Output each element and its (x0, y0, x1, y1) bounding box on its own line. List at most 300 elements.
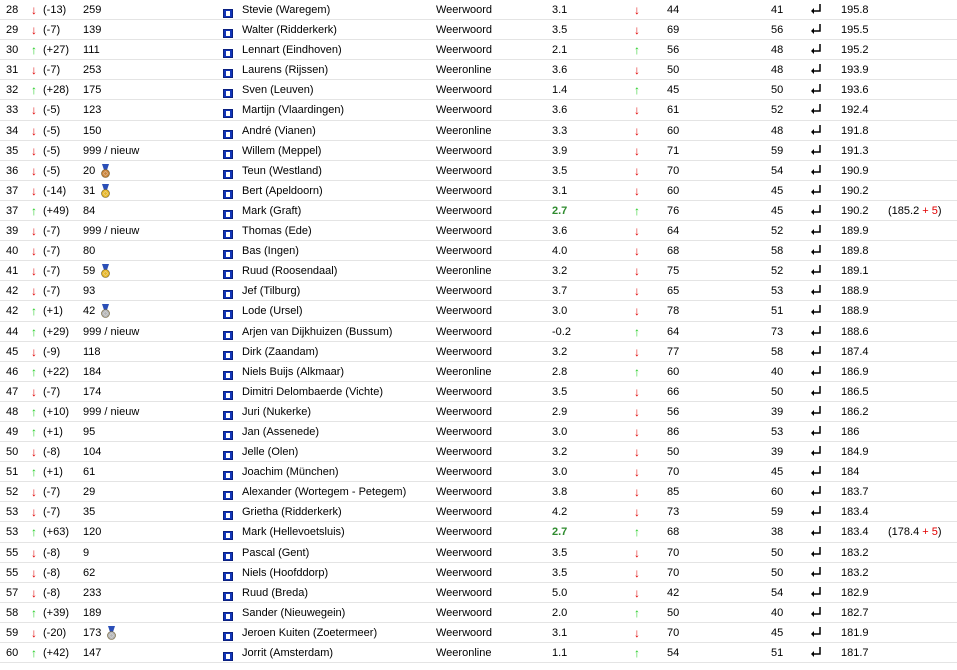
rank-change: (+1) (43, 305, 63, 318)
stat-2: 48 (771, 124, 784, 137)
direction-arrow-icon: ↓ (634, 23, 640, 38)
stat-1: 61 (667, 104, 680, 117)
rank-change: (-5) (43, 104, 61, 117)
player-name[interactable]: Ruud (Roosendaal) (242, 265, 338, 278)
forecast-value: 3.5 (552, 385, 568, 398)
previous-rank: 189 (83, 606, 102, 619)
forecast-value: 3.9 (552, 144, 568, 157)
forecast-value: 4.2 (552, 506, 568, 519)
previous-rank: 29 (83, 486, 96, 499)
table-row (0, 0, 957, 20)
rank: 30 (6, 44, 19, 57)
forecast-source: Weeronline (436, 265, 492, 278)
stat-2: 59 (771, 144, 784, 157)
direction-arrow-icon: ↓ (634, 143, 640, 158)
player-name[interactable]: Mark (Graft) (242, 204, 302, 217)
total-score: 188.9 (841, 305, 869, 318)
stat-1: 56 (667, 405, 680, 418)
player-name[interactable]: Martijn (Vlaardingen) (242, 104, 345, 117)
trend-arrow-icon: ↓ (31, 264, 37, 279)
rank: 37 (6, 184, 19, 197)
trend-arrow-icon: ↓ (31, 625, 37, 640)
trend-arrow-icon: ↓ (31, 585, 37, 600)
table-row (0, 20, 957, 40)
player-name[interactable]: Lennart (Eindhoven) (242, 44, 342, 57)
forecast-value: 4.0 (552, 245, 568, 258)
table-row (0, 301, 957, 321)
previous-rank: 95 (83, 425, 96, 438)
table-row (0, 643, 957, 663)
previous-rank: 184 (83, 365, 102, 378)
stat-2: 54 (771, 164, 784, 177)
trend-arrow-icon: ↓ (31, 103, 37, 118)
forecast-source: Weerwoord (436, 626, 493, 639)
table-row (0, 221, 957, 241)
total-score: 187.4 (841, 345, 869, 358)
table-row (0, 623, 957, 643)
player-name[interactable]: André (Vianen) (242, 124, 316, 137)
forecast-source: Weerwoord (436, 526, 493, 539)
forecast-source: Weerwoord (436, 466, 493, 479)
trend-arrow-icon: ↓ (31, 163, 37, 178)
forecast-value: 3.0 (552, 466, 568, 479)
stat-1: 54 (667, 647, 680, 659)
rank: 47 (6, 385, 19, 398)
previous-rank: 233 (83, 586, 102, 599)
table-row (0, 603, 957, 623)
total-score: 195.8 (841, 4, 869, 16)
direction-arrow-icon: ↓ (634, 244, 640, 259)
stat-2: 40 (771, 606, 784, 619)
rank-change: (-8) (43, 586, 61, 599)
forecast-source: Weeronline (436, 365, 492, 378)
player-name[interactable]: Sander (Nieuwegein) (242, 606, 346, 619)
direction-arrow-icon: ↓ (634, 103, 640, 118)
stat-1: 42 (667, 586, 680, 599)
total-score: 190.9 (841, 164, 869, 177)
bonus-points: + 5 (922, 526, 938, 539)
direction-arrow-icon: ↑ (634, 43, 640, 58)
trend-arrow-icon: ↓ (31, 183, 37, 198)
table-row (0, 442, 957, 462)
stat-1: 65 (667, 285, 680, 298)
direction-arrow-icon: ↓ (634, 224, 640, 239)
rank: 42 (6, 285, 19, 298)
trend-arrow-icon: ↑ (31, 404, 37, 419)
previous-rank: 111 (83, 44, 100, 57)
direction-arrow-icon: ↑ (634, 605, 640, 620)
direction-arrow-icon: ↓ (634, 445, 640, 460)
rank: 44 (6, 325, 19, 338)
stat-2: 48 (771, 44, 784, 57)
table-row (0, 402, 957, 422)
player-name[interactable]: Willem (Meppel) (242, 144, 322, 157)
trend-arrow-icon: ↓ (31, 384, 37, 399)
total-score: 182.9 (841, 586, 869, 599)
forecast-value: 3.8 (552, 486, 568, 499)
forecast-value: 3.6 (552, 64, 568, 77)
trend-arrow-icon: ↓ (31, 123, 37, 138)
stat-1: 85 (667, 486, 680, 499)
trend-arrow-icon: ↑ (31, 324, 37, 339)
direction-arrow-icon: ↓ (634, 384, 640, 399)
forecast-source: Weerwoord (436, 104, 493, 117)
trend-arrow-icon: ↓ (31, 284, 37, 299)
forecast-source: Weerwoord (436, 24, 493, 37)
stat-2: 45 (771, 184, 784, 197)
rank-change: (-7) (43, 24, 61, 37)
total-score: 186.5 (841, 385, 869, 398)
stat-1: 60 (667, 124, 680, 137)
rank-change: (-14) (43, 184, 67, 197)
rank: 53 (6, 506, 19, 519)
stat-1: 56 (667, 44, 680, 57)
player-name[interactable]: Sven (Leuven) (242, 84, 314, 97)
direction-arrow-icon: ↓ (634, 264, 640, 279)
stat-2: 58 (771, 345, 784, 358)
previous-rank: 9 (83, 546, 90, 559)
forecast-value: 2.7 (552, 526, 568, 539)
forecast-source: Weeronline (436, 124, 492, 137)
flag-icon (223, 648, 233, 668)
forecast-value: 3.7 (552, 285, 568, 298)
trend-arrow-icon: ↑ (31, 424, 37, 439)
player-name[interactable]: Grietha (Ridderkerk) (242, 506, 342, 519)
total-score: 189.8 (841, 245, 869, 258)
forecast-value: 3.0 (552, 305, 568, 318)
trend-arrow-icon: ↓ (31, 63, 37, 78)
bonus-base: (185.2 (888, 204, 923, 217)
rank: 33 (6, 104, 19, 117)
player-name[interactable]: Thomas (Ede) (242, 225, 312, 238)
player-name[interactable]: Ruud (Breda) (242, 586, 309, 599)
forecast-value: 3.5 (552, 546, 568, 559)
forecast-value: 3.5 (552, 24, 568, 37)
rank: 48 (6, 405, 19, 418)
forecast-source: Weerwoord (436, 285, 493, 298)
stat-1: 50 (667, 446, 680, 459)
rank-change: (+49) (43, 204, 69, 217)
previous-rank: 999 / nieuw (83, 325, 140, 338)
forecast-source: Weerwoord (436, 486, 493, 499)
player-name[interactable]: Jan (Assenede) (242, 425, 320, 438)
stat-2: 48 (771, 64, 784, 77)
total-score: 195.2 (841, 44, 869, 57)
player-name[interactable]: Bert (Apeldoorn) (242, 184, 323, 197)
previous-rank: 999 / nieuw (83, 405, 140, 418)
forecast-source: Weerwoord (436, 305, 493, 318)
forecast-source: Weerwoord (436, 446, 493, 459)
stat-2: 52 (771, 104, 784, 117)
stat-1: 71 (667, 144, 680, 157)
forecast-value: 2.9 (552, 405, 568, 418)
player-name[interactable]: Dirk (Zaandam) (242, 345, 319, 358)
rank: 57 (6, 586, 19, 599)
direction-arrow-icon: ↑ (634, 646, 640, 660)
table-row (0, 80, 957, 100)
previous-rank: 80 (83, 245, 96, 258)
total-score: 191.8 (841, 124, 869, 137)
trend-arrow-icon: ↑ (31, 646, 37, 660)
trend-arrow-icon: ↑ (31, 525, 37, 540)
forecast-source: Weeronline (436, 647, 492, 659)
rank-change: (+1) (43, 466, 63, 479)
player-name[interactable]: Laurens (Rijssen) (242, 64, 329, 77)
forecast-value: 3.6 (552, 104, 568, 117)
forecast-source: Weerwoord (436, 225, 493, 238)
table-row (0, 522, 957, 542)
stat-1: 66 (667, 385, 680, 398)
direction-arrow-icon: ↓ (634, 404, 640, 419)
rank-change: (+42) (43, 647, 69, 659)
trend-arrow-icon: ↓ (31, 3, 37, 17)
trend-arrow-icon: ↑ (31, 364, 37, 379)
previous-rank: 259 (83, 4, 102, 16)
stat-2: 45 (771, 204, 784, 217)
stat-2: 50 (771, 546, 784, 559)
stat-1: 73 (667, 506, 680, 519)
direction-arrow-icon: ↓ (634, 63, 640, 78)
previous-rank: 59 (83, 265, 96, 278)
rank-change: (-5) (43, 124, 61, 137)
stat-1: 50 (667, 606, 680, 619)
total-score: 183.7 (841, 486, 869, 499)
trend-arrow-icon: ↓ (31, 143, 37, 158)
forecast-value: 3.1 (552, 626, 568, 639)
previous-rank: 93 (83, 285, 96, 298)
rank-change: (-7) (43, 245, 61, 258)
stat-2: 52 (771, 265, 784, 278)
direction-arrow-icon: ↓ (634, 505, 640, 520)
forecast-value: 3.1 (552, 184, 568, 197)
rank-change: (+10) (43, 405, 69, 418)
trend-arrow-icon: ↓ (31, 23, 37, 38)
forecast-source: Weerwoord (436, 606, 493, 619)
previous-rank: 999 / nieuw (83, 225, 140, 238)
stat-1: 78 (667, 305, 680, 318)
stat-2: 52 (771, 225, 784, 238)
player-name[interactable]: Stevie (Waregem) (242, 4, 331, 16)
rank: 28 (6, 4, 19, 16)
direction-arrow-icon: ↓ (634, 123, 640, 138)
previous-rank: 42 (83, 305, 96, 318)
direction-arrow-icon: ↓ (634, 625, 640, 640)
previous-rank: 253 (83, 64, 102, 77)
forecast-source: Weerwoord (436, 204, 493, 217)
previous-rank: 150 (83, 124, 102, 137)
player-name[interactable]: Mark (Hellevoetsluis) (242, 526, 345, 539)
forecast-source: Weerwoord (436, 566, 493, 579)
stat-2: 73 (771, 325, 784, 338)
stat-1: 69 (667, 24, 680, 37)
stat-1: 70 (667, 546, 680, 559)
trend-arrow-icon: ↑ (31, 43, 37, 58)
trend-arrow-icon: ↑ (31, 605, 37, 620)
forecast-value: 2.8 (552, 365, 568, 378)
player-name[interactable]: Jorrit (Amsterdam) (242, 647, 334, 659)
previous-rank: 118 (83, 345, 101, 358)
player-name[interactable]: Niels Buijs (Alkmaar) (242, 365, 345, 378)
total-score: 192.4 (841, 104, 869, 117)
player-name[interactable]: Arjen van Dijkhuizen (Bussum) (242, 325, 393, 338)
bonus-points: + 5 (922, 204, 938, 217)
direction-arrow-icon: ↑ (634, 324, 640, 339)
stat-2: 39 (771, 446, 784, 459)
trend-arrow-icon: ↓ (31, 445, 37, 460)
previous-rank: 175 (83, 84, 102, 97)
rank: 40 (6, 245, 19, 258)
rank: 29 (6, 24, 19, 37)
previous-rank: 104 (83, 446, 102, 459)
bonus-base: (178.4 (888, 526, 923, 539)
previous-rank: 174 (83, 385, 102, 398)
table-row (0, 241, 957, 261)
table-row (0, 201, 957, 221)
direction-arrow-icon: ↑ (634, 525, 640, 540)
forecast-value: 3.0 (552, 425, 568, 438)
player-name[interactable]: Teun (Westland) (242, 164, 322, 177)
previous-rank: 147 (83, 647, 102, 659)
trend-arrow-icon: ↑ (31, 203, 37, 218)
bonus-breakdown (888, 201, 942, 221)
total-score: 190.2 (841, 184, 869, 197)
forecast-value: 3.6 (552, 225, 568, 238)
forecast-source: Weerwoord (436, 84, 493, 97)
rank: 59 (6, 626, 19, 639)
total-score: 182.7 (841, 606, 869, 619)
rank-change: (+1) (43, 425, 63, 438)
player-name[interactable]: Jelle (Olen) (242, 446, 299, 459)
table-row (0, 502, 957, 522)
rank: 50 (6, 446, 19, 459)
stat-1: 86 (667, 425, 680, 438)
player-name[interactable]: Walter (Ridderkerk) (242, 24, 337, 37)
forecast-value: -0.2 (552, 325, 571, 338)
forecast-source: Weerwoord (436, 144, 493, 157)
forecast-source: Weerwoord (436, 506, 493, 519)
forecast-value: 3.3 (552, 124, 568, 137)
table-row (0, 462, 957, 482)
forecast-source: Weerwoord (436, 405, 493, 418)
stat-1: 75 (667, 265, 680, 278)
forecast-value: 2.1 (552, 44, 568, 57)
stat-2: 51 (771, 647, 784, 659)
total-score: 181.7 (841, 647, 869, 659)
table-row (0, 40, 957, 60)
total-score: 183.2 (841, 546, 869, 559)
player-name[interactable]: Juri (Nukerke) (242, 405, 312, 418)
total-score: 183.2 (841, 566, 869, 579)
table-row (0, 543, 957, 563)
table-row (0, 342, 957, 362)
table-row (0, 161, 957, 181)
total-score: 184 (841, 466, 860, 479)
player-name[interactable]: Alexander (Wortegem - Petegem) (242, 486, 407, 499)
player-name[interactable]: Lode (Ursel) (242, 305, 303, 318)
table-row (0, 322, 957, 342)
stat-2: 54 (771, 586, 784, 599)
forecast-source: Weerwoord (436, 345, 493, 358)
total-score: 181.9 (841, 626, 869, 639)
direction-arrow-icon: ↓ (634, 545, 640, 560)
forecast-value: 3.5 (552, 566, 568, 579)
rank: 36 (6, 164, 19, 177)
table-row (0, 382, 957, 402)
direction-arrow-icon: ↓ (634, 485, 640, 500)
stat-1: 64 (667, 325, 680, 338)
return-arrow-icon[interactable] (811, 646, 823, 666)
rank-change: (-9) (43, 345, 61, 358)
rank-change: (-7) (43, 225, 61, 238)
trend-arrow-icon: ↓ (31, 565, 37, 580)
stat-1: 68 (667, 526, 680, 539)
table-row (0, 261, 957, 281)
rank-change: (-5) (43, 164, 61, 177)
previous-rank: 139 (83, 24, 102, 37)
direction-arrow-icon: ↑ (634, 364, 640, 379)
rank: 45 (6, 345, 19, 358)
previous-rank: 35 (83, 506, 96, 519)
total-score: 184.9 (841, 446, 869, 459)
forecast-source: Weerwoord (436, 184, 493, 197)
bonus-close: ) (937, 526, 942, 539)
table-row (0, 121, 957, 141)
forecast-value: 3.2 (552, 446, 568, 459)
previous-rank: 61 (83, 466, 96, 479)
direction-arrow-icon: ↓ (634, 344, 640, 359)
stat-1: 68 (667, 245, 680, 258)
forecast-value: 3.1 (552, 4, 568, 16)
forecast-value: 2.7 (552, 204, 568, 217)
player-name[interactable]: Dimitri Delombaerde (Vichte) (242, 385, 384, 398)
rank-change: (-20) (43, 626, 67, 639)
forecast-source: Weerwoord (436, 546, 493, 559)
total-score: 195.5 (841, 24, 869, 37)
previous-rank: 120 (83, 526, 102, 539)
trend-arrow-icon: ↓ (31, 244, 37, 259)
player-name[interactable]: Joachim (München) (242, 466, 339, 479)
forecast-source: Weerwoord (436, 586, 493, 599)
stat-1: 60 (667, 184, 680, 197)
forecast-value: 3.2 (552, 265, 568, 278)
stat-2: 41 (771, 4, 784, 16)
player-name[interactable]: Jeroen Kuiten (Zoetermeer) (242, 626, 378, 639)
direction-arrow-icon: ↓ (634, 424, 640, 439)
direction-arrow-icon: ↓ (634, 3, 640, 17)
rank: 34 (6, 124, 19, 137)
rank: 49 (6, 425, 19, 438)
direction-arrow-icon: ↑ (634, 83, 640, 98)
table-row (0, 422, 957, 442)
stat-1: 44 (667, 4, 680, 16)
table-row (0, 60, 957, 80)
rank: 60 (6, 647, 19, 659)
total-score: 183.4 (841, 526, 869, 539)
player-name[interactable]: Bas (Ingen) (242, 245, 299, 258)
total-score: 186.9 (841, 365, 869, 378)
total-score: 189.9 (841, 225, 869, 238)
forecast-value: 2.0 (552, 606, 568, 619)
trend-arrow-icon: ↑ (31, 83, 37, 98)
previous-rank: 123 (83, 104, 102, 117)
player-name[interactable]: Jef (Tilburg) (242, 285, 301, 298)
trend-arrow-icon: ↓ (31, 505, 37, 520)
table-row (0, 281, 957, 301)
stat-2: 39 (771, 405, 784, 418)
table-row (0, 100, 957, 120)
player-name[interactable]: Pascal (Gent) (242, 546, 310, 559)
player-name[interactable]: Niels (Hoofddorp) (242, 566, 329, 579)
